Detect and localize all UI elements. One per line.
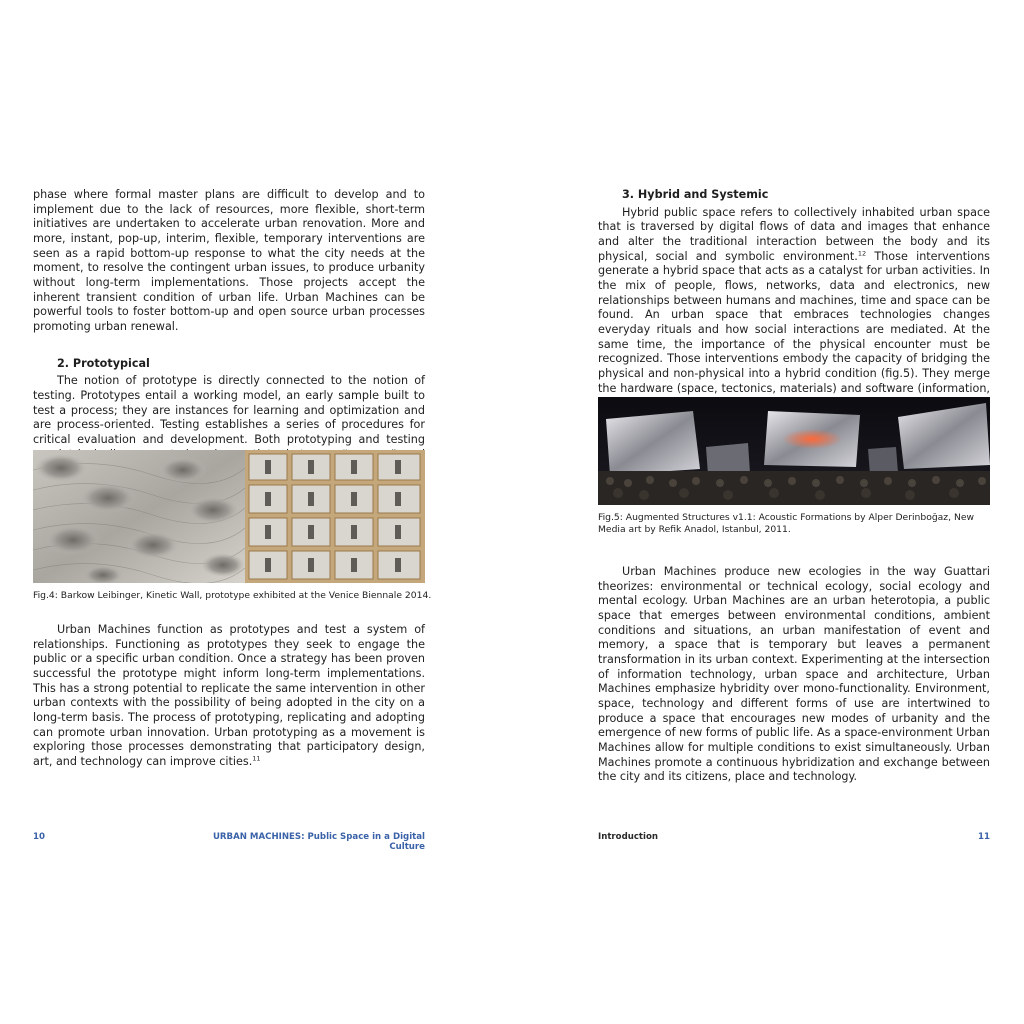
- paragraph-urban-machines-prototypes: [33, 623, 425, 770]
- section-heading-prototypical: 2. Prototypical: [57, 356, 150, 370]
- page-number-left: 10: [33, 832, 45, 842]
- figure-caption-fig5: Fig.5: Augmented Structures v1.1: Acoustic Formations by Alper Derinboğaz, New Media art by Refik Anadol, Istanbul, 2011.: [598, 512, 974, 535]
- footnote-ref-11: 11: [252, 754, 261, 763]
- figure-kinetic-wall: [33, 450, 425, 583]
- paragraph-urban-machines-text: Urban Machines function as prototypes and test a system of relationships. Functioning as prototypes they seek to engage the public or a specific urban condition. Once a strategy has been proven successful the prototype might inform long-term implementations. This has a strong potential to replicate the same intervention in other urban contexts with the possibility of being adopted in the city on a long-term basis. The process of prototyping, replicating and adopting can promote urban innovation. Urban prototyping as a movement is exploring those processes demonstrating that participatory design, art, and technology can improve cities.: [33, 623, 425, 768]
- section-heading-hybrid: 3. Hybrid and Systemic: [622, 188, 769, 201]
- paragraph-hybrid: [598, 206, 990, 411]
- right-column-lower: [598, 565, 990, 785]
- paragraph-prototype: The notion of prototype is directly connected to the notion of testing. Prototypes entail a working model, an early sample built to test a process; they are instances for learning and optimization and are process-oriented. Testing establishes a series of procedures for critical evaluation and development. Both prototyping and testing: [33, 374, 425, 446]
- kinetic-wall-image: [33, 450, 425, 583]
- figure-caption-fig4: Fig.4: Barkow Leibinger, Kinetic Wall, prototype exhibited at the Venice Biennale 2014.: [33, 590, 432, 601]
- section-label: Introduction: [598, 832, 659, 842]
- paragraph-hybrid-part-a: Hybrid public space refers to collectively inhabited urban space that is traversed by digital flows of data and images that enhance and alter the traditional interaction between the body and its physical, social and symbolic environment.: [598, 205, 990, 263]
- running-title: URBAN MACHINES: Public Space in a Digital Culture: [212, 832, 425, 852]
- figure-augmented-structures: [598, 397, 990, 505]
- paragraph-intro: phase where formal master plans are difficult to develop and to implement due to the lack of resources, more flexible, short-term initiatives are undertaken to accelerate urban renovation. More and more, instant, pop-up, interim, flexible, temporary interventions are seen as a rapid bottom-up response to what the city needs at the moment, to resolve the contingent urban issues, to produce urbanity without long-term implementations. Those projects accept the inherent transient condition of urban life. Urban Machines can be powerful tools to foster bottom-up and open source urban processes promoting urban renewal.: [33, 188, 425, 333]
- left-column-lower: [33, 623, 425, 770]
- augmented-structures-image: [598, 397, 990, 505]
- left-column: [33, 188, 425, 477]
- right-column: [598, 188, 990, 411]
- paragraph-ecologies: Urban Machines produce new ecologies in the way Guattari theorizes: environmental or technical ecology, social ecology and mental ecology. Urban Machines are an urban heterotopia, a public space that emerges between environmental conditions, ambient conditions and situations, an urban manifestation of event and memory, a space that is temporary but leaves a permanent transformation in its urban context. Experimenting at the intersection of information technology, urban space and architecture, Urban Machines emphasize hybridity over mono-functionality. Environment, space, technology and different forms of use are intertwined to produce a space that encourages new modes of urbanity and the emergence of new forms of public life. As a space-environment Urban Machines allow for multiple conditions to exist simultaneously. Urban Machines promote a continuous hybridization and exchange between the city and its citizens, place and technology.: [598, 565, 990, 784]
- page-number-right: 11: [978, 832, 990, 842]
- paragraph-hybrid-part-b: Those interventions generate a hybrid space that acts as a catalyst for urban activities. In the mix of people, flows, networks, data and electronics, new relationships between humans and machines, time and space can be found. An urban space that embraces technologies changes everyday rituals and how social interactions are mediated. At the same time, the importance of the physical encounter must be recognized. Those interventions embody the capacity of bridging the physical and non-physical into a hybrid condition (fig.5). They merge the hardware (space, tectonics, materials) and software (information,: [598, 249, 991, 395]
- footnote-ref-12: 12: [857, 248, 867, 257]
